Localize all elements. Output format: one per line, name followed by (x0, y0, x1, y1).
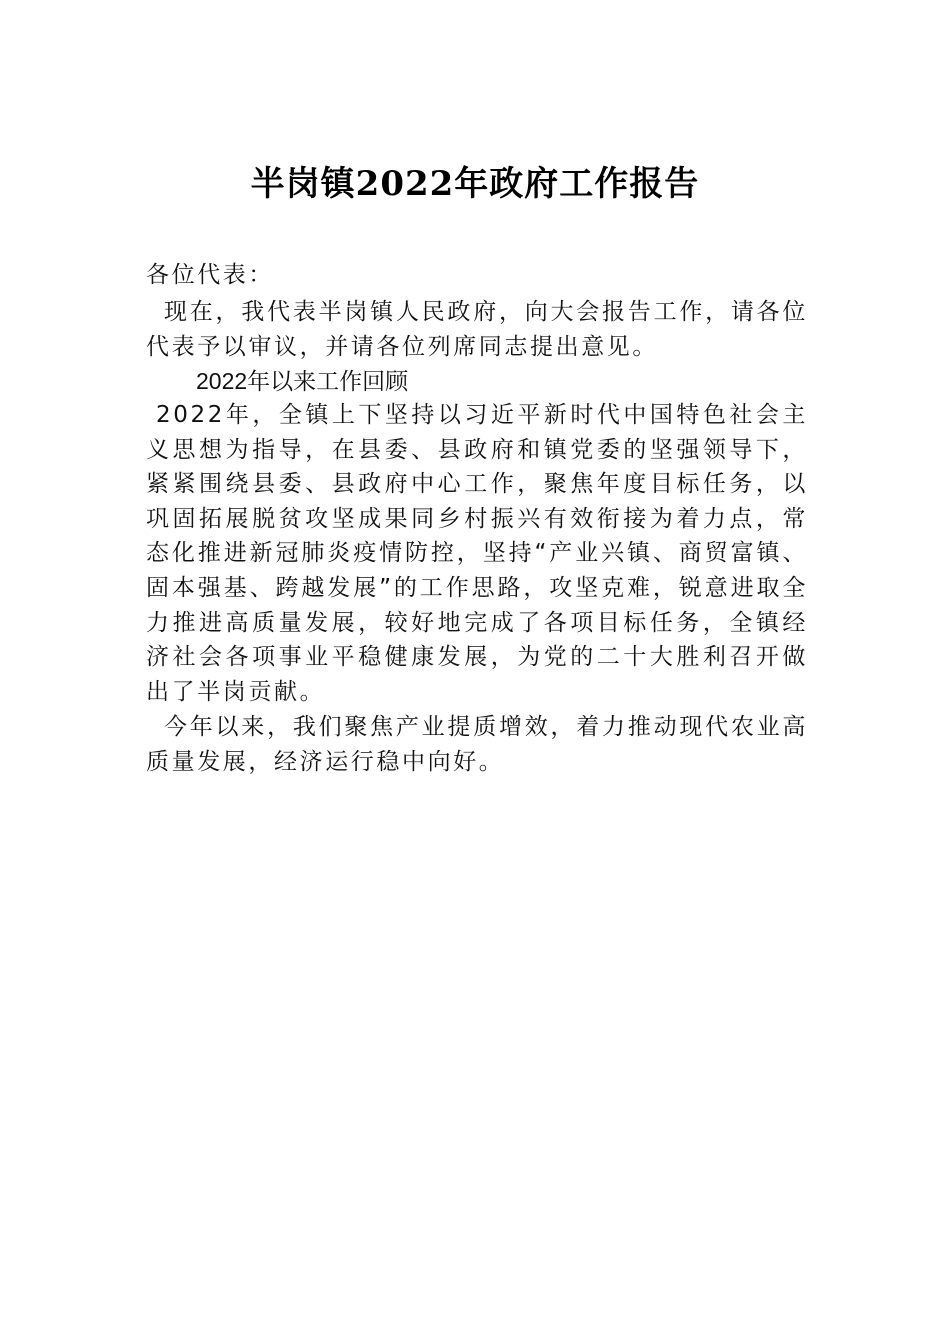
section-heading: 2022年以来工作回顾 (196, 368, 409, 394)
paragraph-review: 2022年，全镇上下坚持以习近平新时代中国特色社会主义思想为指导，在县委、县政府和镇党委的坚强领导下，紧紧围绕县委、县政府中心工作，聚焦年度目标任务，以巩固拓展脱贫攻坚成果同乡村振兴有效衔接为着力点，常态化推进新冠肺炎疫情防控，坚持“产业兴镇、商贸富镇、固本强基、跨越发展”的工作思路，攻坚克难，锐意进取全力推进高质量发展，较好地完成了各项目标任务，全镇经济社会各项事业平稳健康发展，为党的二十大胜利召开做出了半岗贡献。 (146, 402, 808, 705)
paragraph-this-year: 今年以来，我们聚焦产业提质增效，着力推动现代农业高质量发展，经济运行稳中向好。 (146, 714, 808, 775)
paragraph-intro: 现在，我代表半岗镇人民政府，向大会报告工作，请各位代表予以审议，并请各位列席同志提出意见。 (146, 299, 808, 360)
document-title: 半岗镇2022年政府工作报告 (250, 164, 700, 204)
salutation: 各位代表： (146, 262, 274, 288)
